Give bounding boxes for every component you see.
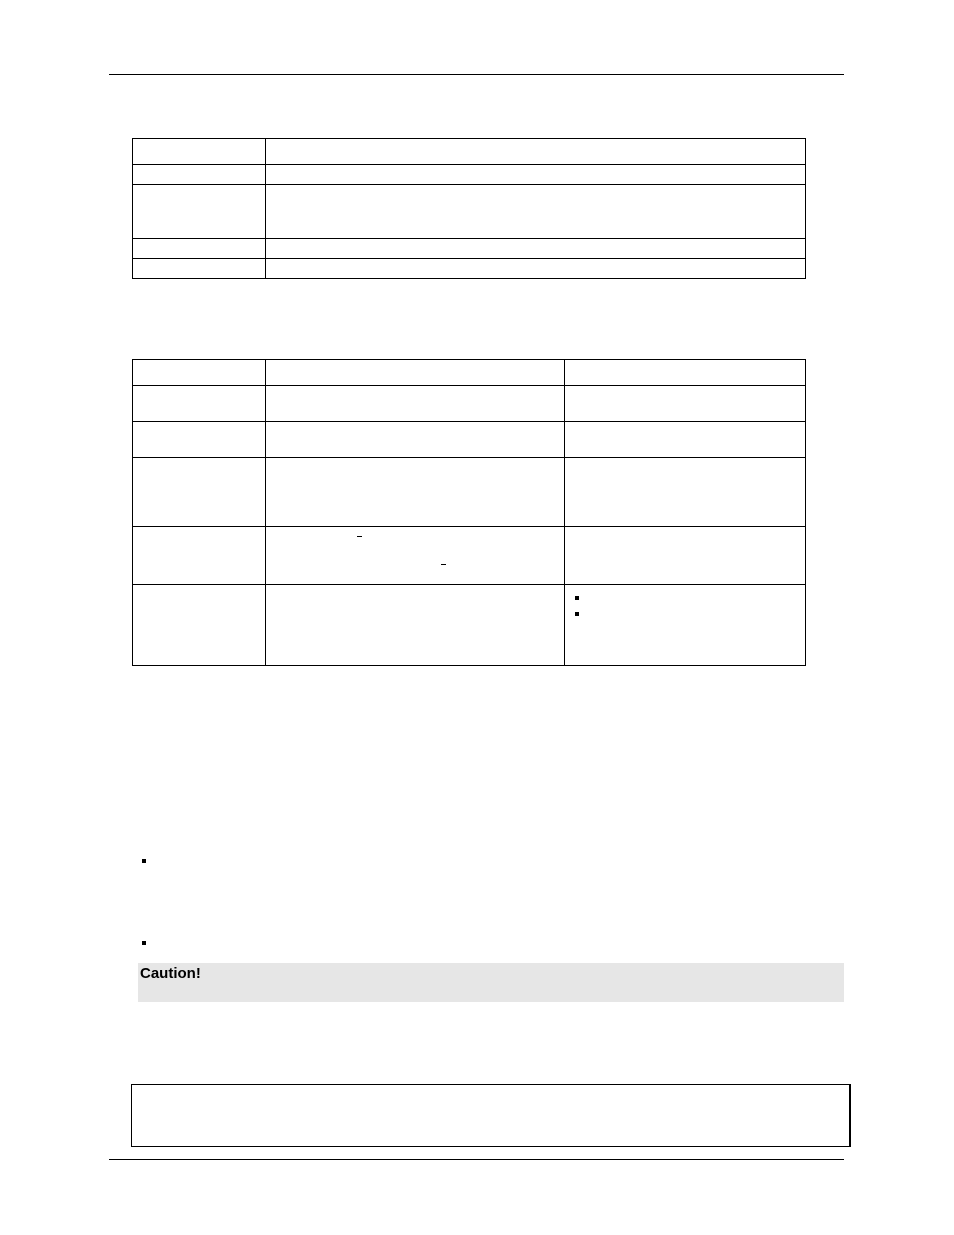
list-item bbox=[565, 601, 805, 617]
table-cell bbox=[266, 386, 565, 422]
table-cell bbox=[565, 360, 806, 386]
specification-table bbox=[132, 138, 806, 279]
parameter-table bbox=[132, 359, 806, 666]
table-cell bbox=[133, 527, 266, 585]
table-row bbox=[133, 585, 806, 666]
dash-mark bbox=[441, 564, 446, 565]
footer-rule bbox=[109, 1159, 844, 1160]
table-row bbox=[133, 458, 806, 527]
caution-label: Caution! bbox=[140, 965, 201, 982]
table-cell bbox=[266, 239, 806, 259]
note-box bbox=[131, 1084, 851, 1147]
table-cell bbox=[565, 458, 806, 527]
table-cell bbox=[266, 139, 806, 165]
header-rule bbox=[109, 74, 844, 75]
table-cell bbox=[133, 422, 266, 458]
table-cell bbox=[266, 259, 806, 279]
table-cell bbox=[133, 458, 266, 527]
table-cell bbox=[266, 165, 806, 185]
table-row bbox=[133, 139, 806, 165]
table-row bbox=[133, 259, 806, 279]
table-cell bbox=[565, 422, 806, 458]
list-item bbox=[565, 585, 805, 601]
table-cell bbox=[266, 360, 565, 386]
table-row bbox=[133, 360, 806, 386]
table-cell bbox=[266, 185, 806, 239]
table-cell bbox=[133, 139, 266, 165]
table-row bbox=[133, 239, 806, 259]
table-cell bbox=[133, 165, 266, 185]
table-cell bbox=[133, 360, 266, 386]
table-cell bbox=[266, 527, 565, 585]
dash-mark bbox=[357, 536, 362, 537]
table-cell bbox=[133, 239, 266, 259]
table-cell-bullets bbox=[565, 585, 806, 666]
bullet-icon bbox=[142, 941, 146, 945]
table-cell bbox=[133, 185, 266, 239]
table-cell bbox=[565, 527, 806, 585]
table-row bbox=[133, 527, 806, 585]
table-cell bbox=[266, 422, 565, 458]
table-row bbox=[133, 386, 806, 422]
table-row bbox=[133, 185, 806, 239]
table-cell bbox=[266, 585, 565, 666]
table-row bbox=[133, 165, 806, 185]
table-cell bbox=[133, 386, 266, 422]
caution-box bbox=[138, 963, 844, 1002]
table-row bbox=[133, 422, 806, 458]
table-cell bbox=[565, 386, 806, 422]
table-cell bbox=[133, 259, 266, 279]
bullet-icon bbox=[575, 596, 579, 600]
table-cell bbox=[133, 585, 266, 666]
bullet-icon bbox=[575, 612, 579, 616]
table-cell bbox=[266, 458, 565, 527]
bullet-icon bbox=[142, 859, 146, 863]
